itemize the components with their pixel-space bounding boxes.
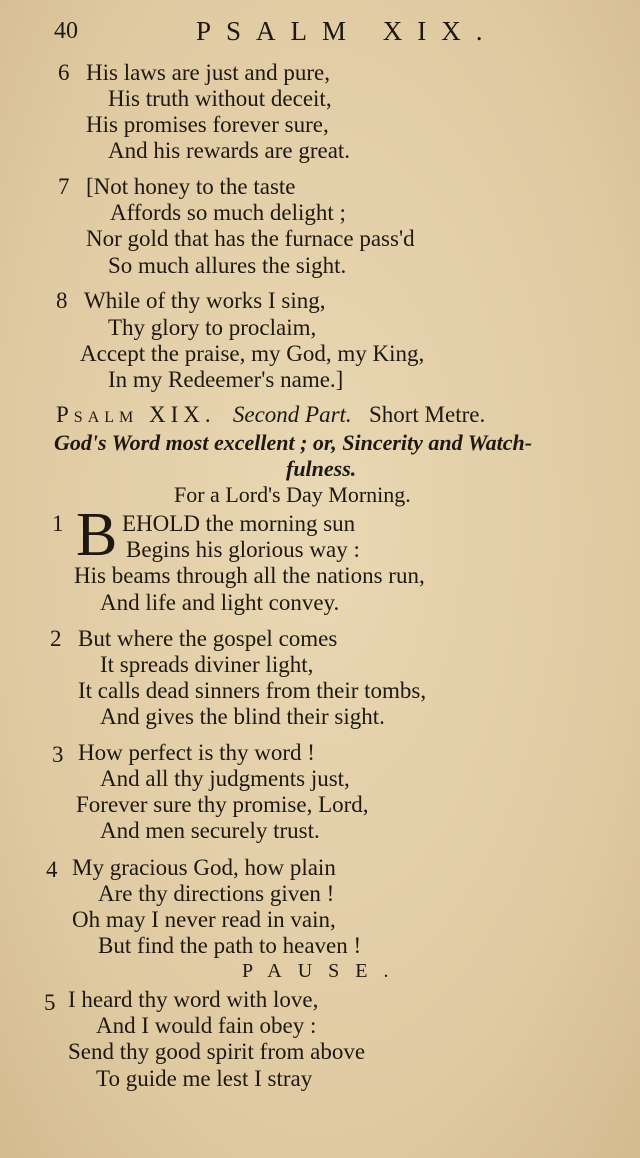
verse-number: 2 <box>50 626 62 651</box>
verse-number: 8 <box>56 288 68 313</box>
verse-line: And his rewards are great. <box>108 138 351 163</box>
verse-number: 5 <box>44 990 56 1015</box>
psalm-subtitle: God's Word most excellent ; or, Sincerity and Watch- <box>54 430 533 455</box>
part-heading <box>56 402 485 428</box>
verse-line: To guide me lest I stray <box>96 1066 313 1091</box>
verse-line: But find the path to heaven ! <box>98 933 362 958</box>
verse-line: While of thy works I sing, <box>84 288 326 313</box>
verse-line: Affords so much delight ; <box>110 200 346 225</box>
verse-line: My gracious God, how plain <box>72 855 336 880</box>
verse-line: In my Redeemer's name.] <box>108 367 344 392</box>
verse-number: 6 <box>58 60 70 85</box>
verse-line: [Not honey to the taste <box>86 174 296 199</box>
verse-line: And I would fain obey : <box>96 1013 317 1038</box>
verse-line: EHOLD the morning sun <box>122 511 356 536</box>
drop-cap: B <box>76 501 118 569</box>
verse-number: 3 <box>52 742 64 767</box>
part-metre: Short Metre. <box>368 402 486 427</box>
verse-line: And all thy judgments just, <box>100 766 350 791</box>
verse-line: How perfect is thy word ! <box>78 740 315 765</box>
verse-number: 4 <box>46 857 58 882</box>
verse-line: Thy glory to proclaim, <box>108 315 317 340</box>
page-title: PSALM XIX. <box>196 16 498 46</box>
verse-line: Accept the praise, my God, my King, <box>80 341 425 366</box>
verse-line: And gives the blind their sight. <box>100 704 385 729</box>
verse-line: Are thy directions given ! <box>98 881 335 906</box>
verse-number: 7 <box>58 174 70 199</box>
verse-line: Forever sure thy promise, Lord, <box>76 792 369 817</box>
verse-line: Begins his glorious way : <box>126 537 360 562</box>
part-name: Second Part. <box>232 402 352 427</box>
occasion-line: For a Lord's Day Morning. <box>174 482 411 507</box>
verse-line: Oh may I never read in vain, <box>72 907 336 932</box>
verse-line: Send thy good spirit from above <box>68 1039 366 1064</box>
part-psalm: Psalm XIX. <box>56 402 216 427</box>
verse-line: And men securely trust. <box>100 818 320 843</box>
page-number: 40 <box>54 18 78 44</box>
verse-line: His truth without deceit, <box>108 86 332 111</box>
pause-marker: PAUSE. <box>242 960 405 982</box>
verse-line: It spreads diviner light, <box>100 652 314 677</box>
verse-line: But where the gospel comes <box>78 626 338 651</box>
verse-line: It calls dead sinners from their tombs, <box>78 678 427 703</box>
verse-line: I heard thy word with love, <box>68 987 319 1012</box>
verse-line: His laws are just and pure, <box>86 60 330 85</box>
verse-line: Nor gold that has the furnace pass'd <box>86 226 415 251</box>
verse-line: His beams through all the nations run, <box>74 563 425 588</box>
verse-line: And life and light convey. <box>100 590 340 615</box>
verse-number: 1 <box>52 511 64 536</box>
verse-line: So much allures the sight. <box>108 253 347 278</box>
verse-line: His promises forever sure, <box>86 112 329 137</box>
psalm-subtitle-cont: fulness. <box>286 456 357 481</box>
